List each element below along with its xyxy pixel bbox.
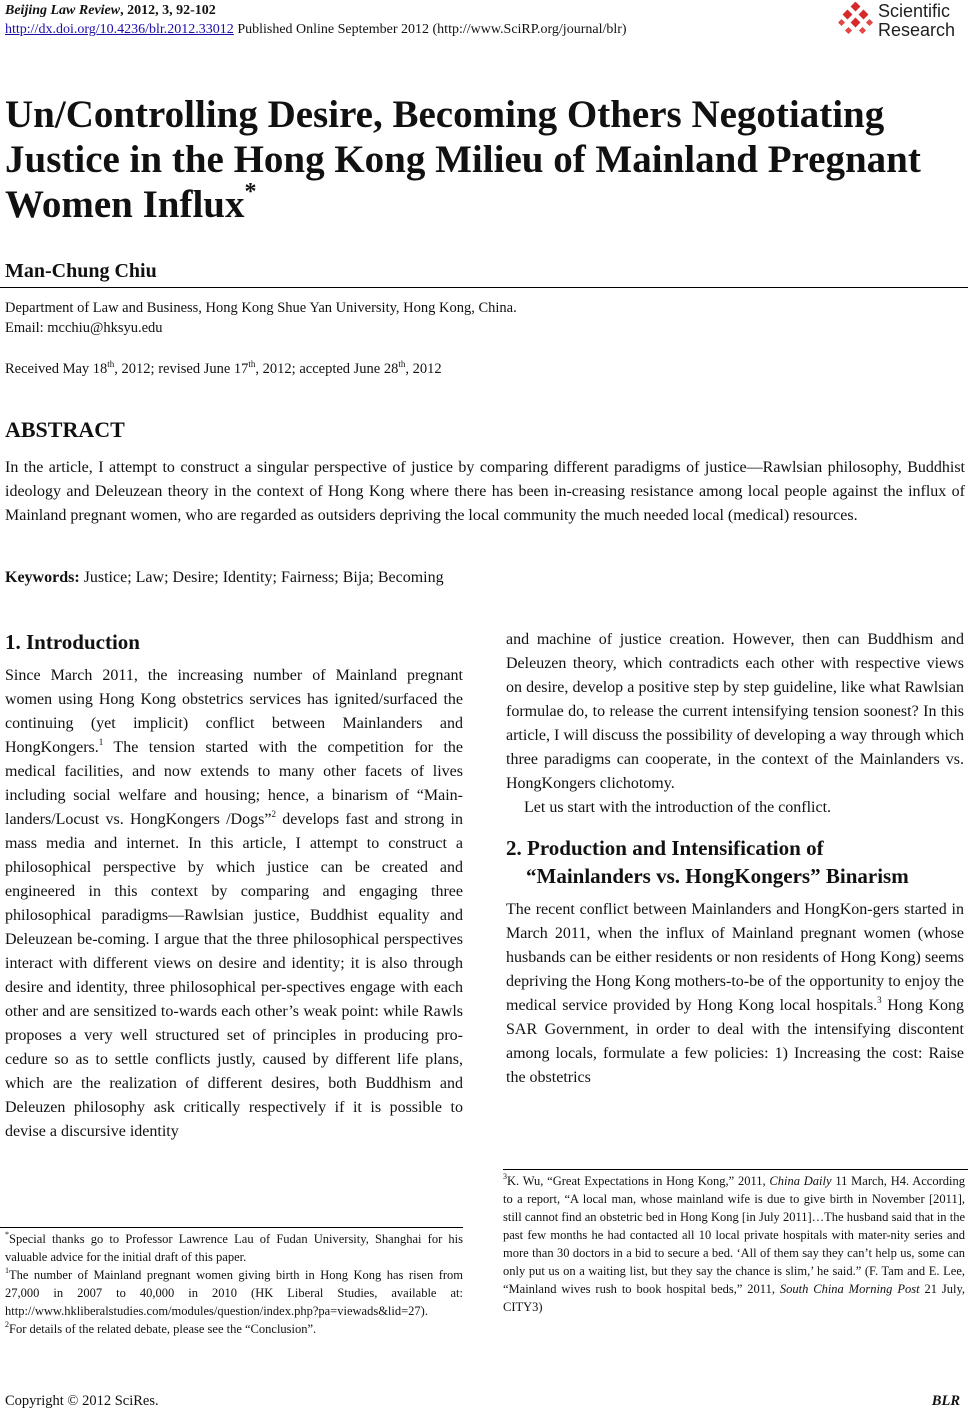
keywords-label: Keywords:: [5, 569, 80, 586]
section-2-heading: [506, 834, 964, 890]
footnote-1-mark: 1: [5, 1266, 9, 1275]
footnote-ref-3: 3: [877, 995, 882, 1005]
abstract-text: In the article, I attempt to construct a singular perspective of justice by comparing different paradigms of justice—Rawlsian philosophy, Buddhist ideology and Deleuzean theory in the context of Hong Kong where there has been in-creasing resistance among local people against the influx of Mainland pregnant women, who are regarded as outsiders depriving the local community the much needed local (medical) resources.: [5, 459, 965, 524]
title-line-2: Justice in the Hong Kong Milieu of Mainland Pregnant: [5, 138, 921, 181]
author-divider: [0, 287, 968, 288]
section-1-text-b: The tension started with the competition for the medical facilities, and now extends to many other facets of lives including social welfare and housing; hence, a binarism of “Main-landers/Locust vs. HongKongers /Dogs”: [5, 739, 463, 828]
section-2-heading-line-1: 2. Production and Intensification of: [506, 836, 824, 860]
footnote-3-text-c: 21 July, CITY3): [503, 1282, 966, 1314]
title-line-3: Women Influx: [5, 183, 245, 226]
footnote-3-mark: 3: [503, 1172, 507, 1181]
paper-title: [5, 92, 955, 227]
section-2-text-a: The recent conflict between Mainlanders and HongKon-gers started in March 2011, when the influx of Mainland pregnant women (whose husbands can be either residents or non residents of Hong Kong) seems depriving the Hong Kong mothers-to-be of the opportunity to enjoy the medical service provided by Hong Kong local hospitals.: [506, 901, 964, 1014]
publisher-name-line1: Scientific: [878, 1, 951, 21]
affiliation: [5, 298, 517, 338]
section-1-text-a: Since March 2011, the increasing number of Mainland pregnant women using Hong Kong obstetrics services has ignited/surfaced the continuing (yet implicit) conflict between Mainlanders and HongKongers.: [5, 667, 463, 756]
footnote-3-text-a: K. Wu, “Great Expectations in Hong Kong,” 2011,: [507, 1174, 770, 1188]
copyright: Copyright © 2012 SciRes.: [5, 1393, 159, 1409]
publisher-name-line2: Research: [878, 20, 956, 40]
section-2-text-b: Hong Kong SAR Government, in order to deal with the intensifying discontent among locals, formulate a few policies: 1) Increasing the cost: Raise the obstetrics: [506, 997, 964, 1086]
affiliation-department: Department of Law and Business, Hong Kong Shue Yan University, Hong Kong, China.: [5, 300, 517, 316]
received-dates: [5, 359, 442, 378]
accepted-text: , 2012; accepted June 28: [255, 360, 399, 377]
title-footnote-mark: *: [244, 179, 257, 205]
doi-link[interactable]: http://dx.doi.org/10.4236/blr.2012.33012: [5, 22, 234, 37]
received-text: Received May 18: [5, 360, 108, 377]
continued-paragraph: and machine of justice creation. However, then can Buddhism and Deleuzen theory, which contradicts each other with respective views on desire, develop a positive step by step guideline, like what Rawlsian formulae do, to release the current intensifying tension soonest? In this article, I will discuss the possibility of developing a way through which three paradigms can cooperate, in the context of the Mainlanders vs. HongKongers clichotomy.: [506, 631, 964, 792]
footnote-3-text-b: 11 March, H4. According to a report, “A local man, whose mainland wife is due to give birth in November [2011], still cannot find an obstetric bed in Hong Kong [in July 2011]…The husband said that in the past few months he had contacted all 10 local private hospitals with mater-nity series and more than 30 doctors in a bid to secure a bed. ‘All of them say they can’t help us, some can only put us on a waiting list, but they say the chance is slim,’ he said.” (F. Tam and E. Lee, “Mainland wives rush to book hospital beds,” 2011,: [503, 1174, 965, 1296]
author-name: Man-Chung Chiu: [5, 260, 157, 282]
footnote-divider-left: [0, 1227, 463, 1228]
footnote-2: [5, 1320, 463, 1338]
footnote-1: [5, 1266, 463, 1320]
keywords-list: Justice; Law; Desire; Identity; Fairness; Bija; Becoming: [79, 569, 444, 586]
footnote-2-mark: 2: [5, 1320, 9, 1329]
received-sup: th: [107, 359, 115, 369]
footnote-star-mark: *: [5, 1230, 9, 1239]
transition-paragraph: Let us start with the introduction of the conflict.: [524, 799, 832, 816]
section-1-text-c: develops fast and strong in mass media and internet. In this article, I attempt to construct a philosophical perspective by which justice can be created and engineered in this context by comparing and engaging three philosophical paradigms—Rawlsian justice, Buddhist equality and Deleuzean be-coming. I argue that the three philosophical perspectives interact with different views on desire and identity; it is also through desire and identity, three philosophical per-spectives engage with each other and are sensitized to-wards each other’s weak point: while Rawls proposes a very well structured set of principles in producing pro-cedure so as to settle conflicts justly, caused by different life plans, which are the realization of different desires, both Buddhism and Deleuzen philosophy ask critically respectively if it is possible to devise a discursive identity: [5, 811, 463, 1140]
abstract-heading: ABSTRACT: [5, 417, 125, 442]
footnote-divider-right: [503, 1169, 968, 1170]
section-1-heading: 1. Introduction: [5, 630, 140, 654]
footnote-3: [503, 1172, 965, 1316]
footnote-3-source-1: China Daily: [769, 1174, 832, 1188]
publisher-logo: [838, 2, 958, 40]
section-1-paragraph: [5, 664, 463, 1144]
footnote-3-source-2: South China Morning Post: [779, 1282, 920, 1296]
footnote-ref-1: 1: [98, 737, 104, 747]
accepted-sup: th: [398, 359, 406, 369]
accepted-year: , 2012: [405, 360, 442, 377]
footnotes-right: [503, 1172, 965, 1316]
published-info: Published Online September 2012 (http://www.SciRP.org/journal/blr): [233, 22, 627, 37]
journal-header: [5, 1, 627, 39]
revised-sup: th: [248, 359, 256, 369]
section-2-paragraph: [506, 898, 964, 1090]
footnote-2-text: For details of the related debate, please see the “Conclusion”.: [9, 1322, 317, 1336]
affiliation-email: Email: mcchiu@hksyu.edu: [5, 320, 163, 336]
journal-code: BLR: [931, 1393, 960, 1409]
title-line-1: Un/Controlling Desire, Becoming Others Negotiating: [5, 93, 885, 136]
journal-volume: , 2012, 3, 92-102: [120, 3, 216, 18]
keywords: [5, 569, 444, 587]
publisher-logo-icon: [838, 2, 876, 40]
footnote-star: [5, 1230, 463, 1266]
journal-name: Beijing Law Review: [5, 3, 121, 18]
left-column: [5, 628, 463, 1144]
footnote-ref-2: 2: [271, 809, 276, 819]
section-2-heading-line-2: “Mainlanders vs. HongKongers” Binarism: [526, 864, 909, 888]
right-column: [506, 628, 964, 1090]
revised-text: , 2012; revised June 17: [114, 360, 249, 377]
footnotes-left: [5, 1230, 463, 1338]
footnote-1-text: The number of Mainland pregnant women giving birth in Hong Kong has risen from 27,000 in 2007 to 40,000 in 2010 (HK Liberal Studies, available at: http://www.hkliberalstudies.com/modules/question/index.php?pa=viewads&lid=27).: [5, 1268, 463, 1318]
footnote-star-text: Special thanks go to Professor Lawrence Lau of Fudan University, Shanghai for his valuable advice for the initial draft of this paper.: [5, 1232, 463, 1264]
